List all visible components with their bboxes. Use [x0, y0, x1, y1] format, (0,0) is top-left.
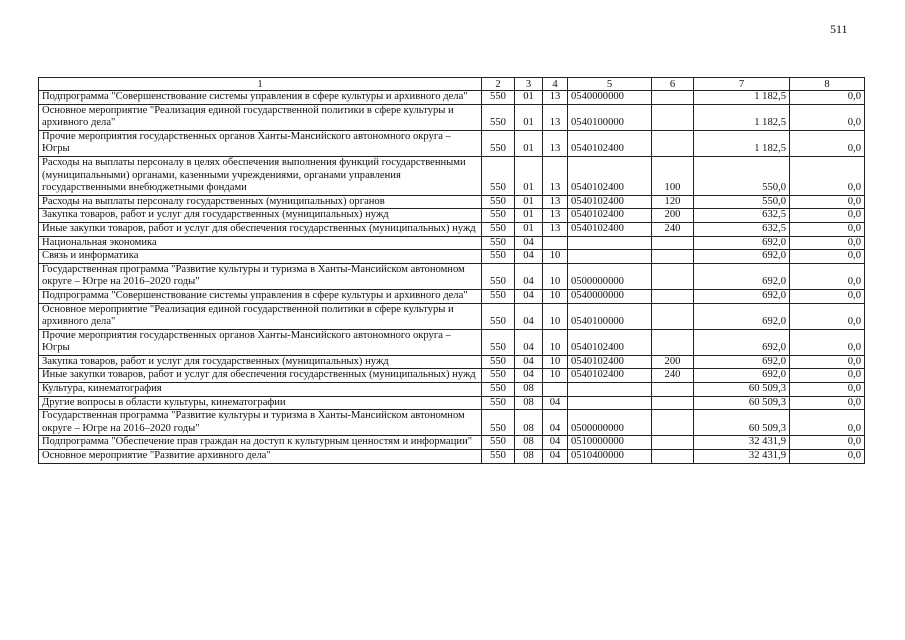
section-code: 08: [515, 436, 543, 450]
page-number: 511: [830, 22, 848, 36]
table-row: [39, 263, 865, 289]
expense-type-code: [652, 383, 694, 397]
expense-type-code: [652, 91, 694, 105]
table-body: [39, 91, 865, 464]
expense-type-code: 120: [652, 195, 694, 209]
target-article-code: 0540100000: [568, 303, 652, 329]
amount-value: 692,0: [694, 303, 790, 329]
table-row: [39, 250, 865, 264]
second-amount-value: 0,0: [790, 263, 865, 289]
amount-value: 60 509,3: [694, 383, 790, 397]
section-code: 04: [515, 329, 543, 355]
second-amount-value: 0,0: [790, 303, 865, 329]
target-article-code: [568, 383, 652, 397]
expense-type-code: [652, 410, 694, 436]
section-code: 01: [515, 195, 543, 209]
target-article-code: 0510000000: [568, 436, 652, 450]
row-name: Прочие мероприятия государственных органов Ханты-Мансийского автономного округа – Югры: [39, 329, 482, 355]
subsection-code: [543, 383, 568, 397]
amount-value: 1 182,5: [694, 130, 790, 156]
amount-value: 692,0: [694, 289, 790, 303]
section-code: 01: [515, 209, 543, 223]
section-code: 04: [515, 250, 543, 264]
table-row: [39, 209, 865, 223]
table-row: [39, 369, 865, 383]
ministry-code: 550: [482, 104, 515, 130]
amount-value: 692,0: [694, 355, 790, 369]
second-amount-value: 0,0: [790, 195, 865, 209]
expense-type-code: 100: [652, 156, 694, 195]
second-amount-value: 0,0: [790, 450, 865, 464]
subsection-code: 13: [543, 130, 568, 156]
second-amount-value: 0,0: [790, 222, 865, 236]
target-article-code: [568, 236, 652, 250]
row-name: Государственная программа "Развитие культуры и туризма в Ханты-Мансийском автономном округе – Югре на 2016–2020 годы": [39, 263, 482, 289]
amount-value: 692,0: [694, 369, 790, 383]
amount-value: 632,5: [694, 209, 790, 223]
section-code: 08: [515, 410, 543, 436]
expense-type-code: [652, 436, 694, 450]
subsection-code: 13: [543, 91, 568, 105]
ministry-code: 550: [482, 250, 515, 264]
expense-type-code: [652, 450, 694, 464]
second-amount-value: 0,0: [790, 104, 865, 130]
section-code: 04: [515, 303, 543, 329]
ministry-code: 550: [482, 436, 515, 450]
subsection-code: 10: [543, 250, 568, 264]
expense-type-code: [652, 236, 694, 250]
amount-value: 632,5: [694, 222, 790, 236]
row-name: Государственная программа "Развитие культуры и туризма в Ханты-Мансийском автономном округе – Югре на 2016–2020 годы": [39, 410, 482, 436]
ministry-code: 550: [482, 355, 515, 369]
column-header: 1: [39, 78, 482, 91]
subsection-code: 13: [543, 156, 568, 195]
row-name: Расходы на выплаты персоналу в целях обеспечения выполнения функций государственными (муниципальными) органами, казенными учреждениями, органами управления государственными внебюджетными фондами: [39, 156, 482, 195]
expense-type-code: [652, 250, 694, 264]
subsection-code: 04: [543, 436, 568, 450]
subsection-code: 10: [543, 303, 568, 329]
table-row: [39, 104, 865, 130]
subsection-code: 04: [543, 450, 568, 464]
row-name: Закупка товаров, работ и услуг для государственных (муниципальных) нужд: [39, 355, 482, 369]
amount-value: 692,0: [694, 250, 790, 264]
ministry-code: 550: [482, 369, 515, 383]
expense-type-code: [652, 104, 694, 130]
expense-type-code: 240: [652, 222, 694, 236]
subsection-code: 10: [543, 355, 568, 369]
section-code: 08: [515, 450, 543, 464]
ministry-code: 550: [482, 396, 515, 410]
amount-value: 692,0: [694, 236, 790, 250]
target-article-code: [568, 250, 652, 264]
subsection-code: 10: [543, 369, 568, 383]
subsection-code: 10: [543, 263, 568, 289]
row-name: Подпрограмма "Совершенствование системы управления в сфере культуры и архивного дела": [39, 289, 482, 303]
target-article-code: 0540102400: [568, 195, 652, 209]
ministry-code: 550: [482, 236, 515, 250]
second-amount-value: 0,0: [790, 91, 865, 105]
section-code: 04: [515, 289, 543, 303]
table-row: [39, 436, 865, 450]
column-header: 6: [652, 78, 694, 91]
amount-value: 60 509,3: [694, 410, 790, 436]
table-row: [39, 195, 865, 209]
column-header: 8: [790, 78, 865, 91]
expense-type-code: 200: [652, 355, 694, 369]
row-name: Основное мероприятие "Развитие архивного дела": [39, 450, 482, 464]
second-amount-value: 0,0: [790, 156, 865, 195]
target-article-code: 0540102400: [568, 222, 652, 236]
row-name: Иные закупки товаров, работ и услуг для обеспечения государственных (муниципальных) нужд: [39, 369, 482, 383]
second-amount-value: 0,0: [790, 383, 865, 397]
subsection-code: 10: [543, 289, 568, 303]
row-name: Основное мероприятие "Реализация единой государственной политики в сфере культуры и архивного дела": [39, 303, 482, 329]
row-name: Другие вопросы в области культуры, кинематографии: [39, 396, 482, 410]
target-article-code: 0510400000: [568, 450, 652, 464]
second-amount-value: 0,0: [790, 289, 865, 303]
ministry-code: 550: [482, 289, 515, 303]
subsection-code: [543, 236, 568, 250]
target-article-code: 0540000000: [568, 91, 652, 105]
target-article-code: 0500000000: [568, 263, 652, 289]
amount-value: 60 509,3: [694, 396, 790, 410]
subsection-code: 04: [543, 396, 568, 410]
second-amount-value: 0,0: [790, 369, 865, 383]
expense-type-code: [652, 303, 694, 329]
amount-value: 692,0: [694, 329, 790, 355]
table-row: [39, 289, 865, 303]
column-header: 7: [694, 78, 790, 91]
budget-table: [38, 77, 865, 464]
amount-value: 32 431,9: [694, 450, 790, 464]
ministry-code: 550: [482, 263, 515, 289]
amount-value: 550,0: [694, 195, 790, 209]
ministry-code: 550: [482, 130, 515, 156]
row-name: Подпрограмма "Обеспечение прав граждан на доступ к культурным ценностям и информации": [39, 436, 482, 450]
target-article-code: 0540102400: [568, 329, 652, 355]
amount-value: 32 431,9: [694, 436, 790, 450]
target-article-code: [568, 396, 652, 410]
ministry-code: 550: [482, 91, 515, 105]
row-name: Расходы на выплаты персоналу государственных (муниципальных) органов: [39, 195, 482, 209]
second-amount-value: 0,0: [790, 236, 865, 250]
ministry-code: 550: [482, 329, 515, 355]
ministry-code: 550: [482, 410, 515, 436]
table-row: [39, 91, 865, 105]
section-code: 01: [515, 222, 543, 236]
column-header: 4: [543, 78, 568, 91]
row-name: Национальная экономика: [39, 236, 482, 250]
ministry-code: 550: [482, 156, 515, 195]
ministry-code: 550: [482, 450, 515, 464]
row-name: Культура, кинематография: [39, 383, 482, 397]
section-code: 01: [515, 130, 543, 156]
header-row: [39, 78, 865, 91]
section-code: 01: [515, 156, 543, 195]
row-name: Связь и информатика: [39, 250, 482, 264]
subsection-code: 13: [543, 222, 568, 236]
second-amount-value: 0,0: [790, 355, 865, 369]
target-article-code: 0540102400: [568, 156, 652, 195]
table-row: [39, 303, 865, 329]
target-article-code: 0540102400: [568, 130, 652, 156]
row-name: Иные закупки товаров, работ и услуг для обеспечения государственных (муниципальных) нужд: [39, 222, 482, 236]
table-row: [39, 222, 865, 236]
expense-type-code: [652, 329, 694, 355]
table-row: [39, 410, 865, 436]
ministry-code: 550: [482, 303, 515, 329]
expense-type-code: 240: [652, 369, 694, 383]
section-code: 04: [515, 236, 543, 250]
amount-value: 692,0: [694, 263, 790, 289]
expense-type-code: 200: [652, 209, 694, 223]
row-name: Прочие мероприятия государственных органов Ханты-Мансийского автономного округа – Югры: [39, 130, 482, 156]
section-code: 01: [515, 104, 543, 130]
column-header: 2: [482, 78, 515, 91]
target-article-code: 0540102400: [568, 369, 652, 383]
target-article-code: 0540000000: [568, 289, 652, 303]
subsection-code: 13: [543, 209, 568, 223]
amount-value: 1 182,5: [694, 104, 790, 130]
row-name: Основное мероприятие "Реализация единой государственной политики в сфере культуры и архивного дела": [39, 104, 482, 130]
table-row: [39, 236, 865, 250]
target-article-code: 0540102400: [568, 355, 652, 369]
second-amount-value: 0,0: [790, 209, 865, 223]
section-code: 01: [515, 91, 543, 105]
ministry-code: 550: [482, 195, 515, 209]
expense-type-code: [652, 289, 694, 303]
table-row: [39, 383, 865, 397]
target-article-code: 0540100000: [568, 104, 652, 130]
second-amount-value: 0,0: [790, 410, 865, 436]
table-row: [39, 355, 865, 369]
expense-type-code: [652, 396, 694, 410]
table-row: [39, 450, 865, 464]
second-amount-value: 0,0: [790, 130, 865, 156]
row-name: Подпрограмма "Совершенствование системы управления в сфере культуры и архивного дела": [39, 91, 482, 105]
target-article-code: 0540102400: [568, 209, 652, 223]
second-amount-value: 0,0: [790, 250, 865, 264]
second-amount-value: 0,0: [790, 396, 865, 410]
ministry-code: 550: [482, 222, 515, 236]
amount-value: 1 182,5: [694, 91, 790, 105]
table-row: [39, 156, 865, 195]
expense-type-code: [652, 130, 694, 156]
section-code: 04: [515, 355, 543, 369]
target-article-code: 0500000000: [568, 410, 652, 436]
ministry-code: 550: [482, 383, 515, 397]
subsection-code: 13: [543, 195, 568, 209]
ministry-code: 550: [482, 209, 515, 223]
second-amount-value: 0,0: [790, 436, 865, 450]
subsection-code: 10: [543, 329, 568, 355]
section-code: 04: [515, 263, 543, 289]
column-header: 3: [515, 78, 543, 91]
section-code: 04: [515, 369, 543, 383]
table-row: [39, 130, 865, 156]
amount-value: 550,0: [694, 156, 790, 195]
subsection-code: 13: [543, 104, 568, 130]
table-row: [39, 396, 865, 410]
section-code: 08: [515, 396, 543, 410]
second-amount-value: 0,0: [790, 329, 865, 355]
row-name: Закупка товаров, работ и услуг для государственных (муниципальных) нужд: [39, 209, 482, 223]
table-row: [39, 329, 865, 355]
section-code: 08: [515, 383, 543, 397]
column-header: 5: [568, 78, 652, 91]
expense-type-code: [652, 263, 694, 289]
subsection-code: 04: [543, 410, 568, 436]
